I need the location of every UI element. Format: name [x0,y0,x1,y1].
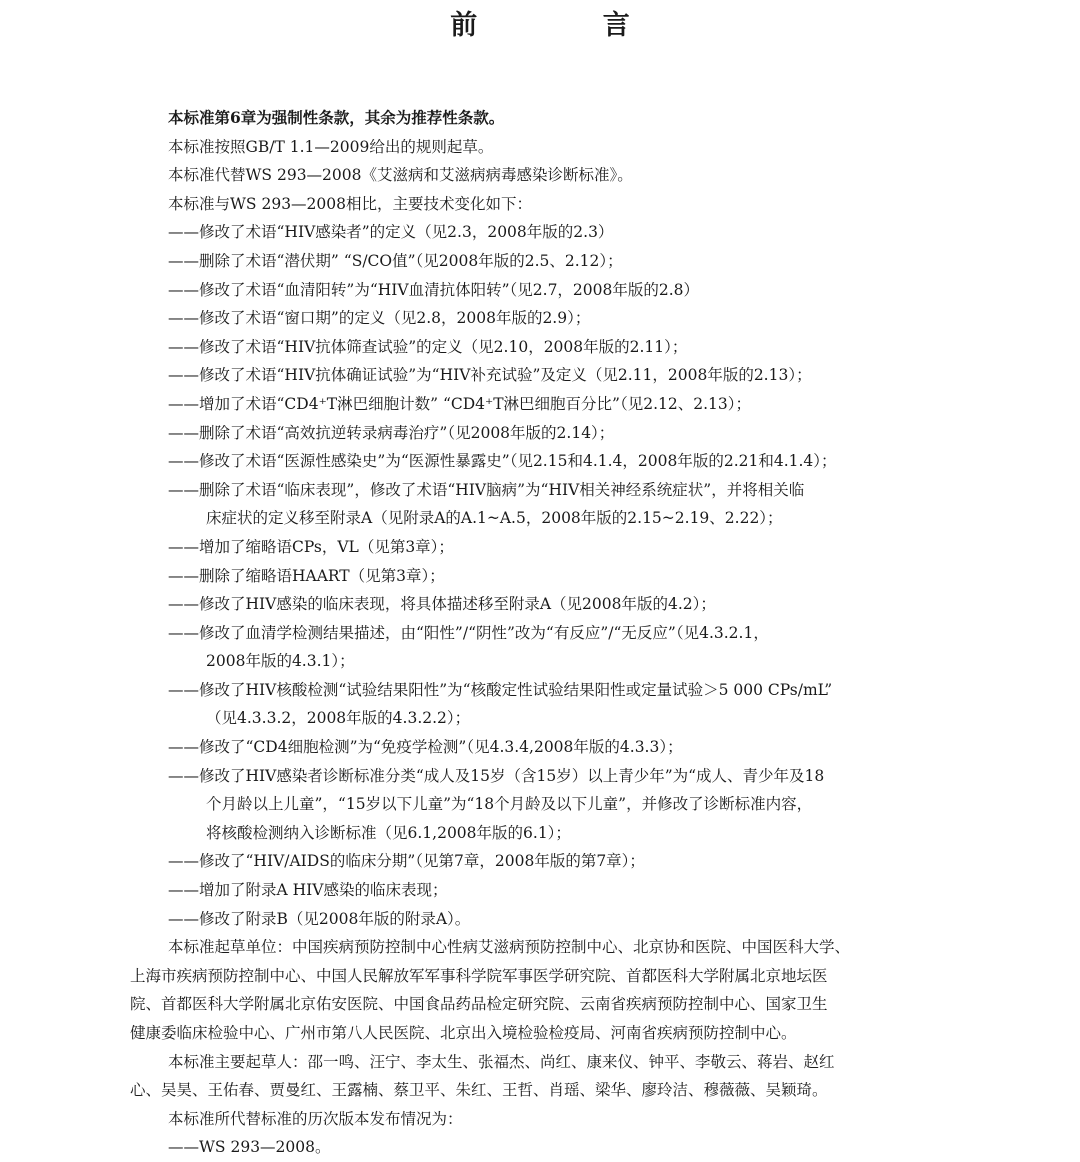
history-paragraph [130,1105,980,1162]
change-item-text: 修改了血清学检测结果描述，由“阳性”/“阴性”改为“有反应”/“无反应”（见4.3.2.1， [199,623,769,642]
change-item-text: 修改了附录B（见2008年版的附录A）。 [199,909,471,928]
change-item-text: 修改了“CD4细胞检测”为“免疫学检测”（见4.3.4,2008年版的4.3.3）； [199,738,683,757]
change-item [130,590,980,619]
change-item-text: 修改了HIV感染者诊断标准分类“成人及15岁（含15岁）以上青少年”为“成人、青少年及18 [199,766,825,785]
change-item-continuation: 个月龄以上儿童”，“15岁以下儿童”为“18个月龄及以下儿童”，并修改了诊断标准内容， [206,795,813,814]
change-item-line [130,447,980,476]
change-item [130,533,980,562]
intro-section [130,104,980,218]
history-item [130,1133,980,1162]
change-item [130,390,980,419]
change-item-line [130,905,980,934]
change-item-line [130,333,980,362]
drafters-first-line: 本标准主要起草人：邵一鸣、汪宁、李太生、张福杰、尚红、康来仪、钟平、李敬云、蒋岩、赵红 [168,1052,835,1071]
change-item-text: 删除了术语“潜伏期” “S/CO值”（见2008年版的2.5、2.12）； [199,251,623,270]
change-item [130,619,980,676]
change-item [130,733,980,762]
change-item-continuation: 2008年版的4.3.1）； [206,652,355,671]
change-item-text: 增加了缩略语CPs，VL（见第3章）； [199,537,454,556]
change-item-line [130,676,980,705]
history-item-text: WS 293—2008。 [199,1138,331,1157]
change-item-dash: —— [168,223,199,242]
change-item [130,876,980,905]
change-item [130,276,980,305]
history-item-dash: —— [168,1138,199,1157]
change-item-line [130,218,980,247]
change-item-text: 修改了术语“HIV感染者”的定义（见2.3，2008年版的2.3） [199,223,614,242]
intro-paragraph: 本标准第6章为强制性条款，其余为推荐性条款。 [168,108,505,127]
change-item-text: 删除了术语“临床表现”，修改了术语“HIV脑病”为“HIV相关神经系统症状”，并将相关临 [199,480,805,499]
change-item-text: 修改了HIV感染的临床表现，将具体描述移至附录A（见2008年版的4.2）； [199,595,716,614]
change-item-dash: —— [168,852,199,871]
page-title: 前 言 [450,10,688,41]
change-item [130,304,980,333]
drafting-units-first-line: 本标准起草单位：中国疾病预防控制中心性病艾滋病预防控制中心、北京协和医院、中国医科大学、 [168,938,851,957]
change-item-text: 删除了术语“高效抗逆转录病毒治疗”（见2008年版的2.14）； [199,423,615,442]
change-item-line [130,619,980,648]
change-item-continuation: 床症状的定义移至附录A（见附录A的A.1~A.5，2008年版的2.15~2.19、2.22）； [206,509,783,528]
intro-paragraph: 本标准按照GB/T 1.1—2009给出的规则起草。 [168,137,494,156]
change-item-text: 增加了术语“CD4⁺T淋巴细胞计数” “CD4⁺T淋巴细胞百分比”（见2.12、2.13）； [199,394,751,413]
change-item-line [130,390,980,419]
history-heading: 本标准所代替标准的历次版本发布情况为： [168,1109,463,1128]
change-item-line [130,562,980,591]
change-item-text: 修改了HIV核酸检测“试验结果阳性”为“核酸定性试验结果阳性或定量试验＞5 000 CPs/mL” [199,680,833,699]
change-item-dash: —— [168,680,199,699]
change-item [130,562,980,591]
change-item-dash: —— [168,566,199,585]
change-item-text: 修改了“HIV/AIDS的临床分期”（见第7章，2008年版的第7章）； [199,852,645,871]
change-item [130,247,980,276]
change-item-text: 修改了术语“血清阳转”为“HIV血清抗体阳转”（见2.7，2008年版的2.8） [199,280,700,299]
change-item [130,419,980,448]
change-item-line [130,247,980,276]
change-item-line [130,276,980,305]
change-item-dash: —— [168,309,199,328]
drafting-units-line: 院、首都医科大学附属北京佑安医院、中国食品药品检定研究院、云南省疾病预防控制中心、国家卫生 [130,995,828,1014]
change-item-text: 修改了术语“医源性感染史”为“医源性暴露史”（见2.15和4.1.4，2008年版的2.21和4.1.4）； [199,452,837,471]
change-item-dash: —— [168,366,199,385]
change-item-text: 修改了术语“HIV抗体确证试验”为“HIV补充试验”及定义（见2.11，2008年版的2.13）； [199,366,812,385]
change-item [130,476,980,533]
drafting-units-paragraph [130,933,980,1047]
change-item-dash: —— [168,881,199,900]
change-item [130,361,980,390]
change-item-text: 增加了附录A HIV感染的临床表现； [199,881,448,900]
drafters-line: 心、吴昊、王佑春、贾曼红、王露楠、蔡卫平、朱红、王哲、肖瑶、梁华、廖玲洁、穆薇薇、吴颖琦。 [130,1081,828,1100]
change-item [130,447,980,476]
change-item [130,218,980,247]
change-item-line [130,876,980,905]
change-item-dash: —— [168,766,199,785]
change-item-dash: —— [168,909,199,928]
drafting-units-line: 健康委临床检验中心、广州市第八人民医院、北京出入境检验检疫局、河南省疾病预防控制中心。 [130,1024,797,1042]
change-item-line [130,419,980,448]
change-item-line [130,361,980,390]
change-item-dash: —— [168,251,199,270]
change-item [130,676,980,733]
change-item-line [130,304,980,333]
change-item-text: 删除了缩略语HAART（见第3章）； [199,566,445,585]
change-item [130,762,980,848]
change-item [130,333,980,362]
changes-list [130,218,980,933]
intro-paragraph: 本标准代替WS 293—2008《艾滋病和艾滋病病毒感染诊断标准》。 [168,166,633,185]
change-item-continuation: 将核酸检测纳入诊断标准（见6.1,2008年版的6.1）； [206,823,571,842]
drafting-units-line: 上海市疾病预防控制中心、中国人民解放军军事科学院军事医学研究院、首都医科大学附属北京地坛医 [130,966,828,985]
change-item-dash: —— [168,452,199,471]
change-item-dash: —— [168,423,199,442]
change-item-line [130,733,980,762]
change-item-line [130,762,980,791]
change-item-line [130,590,980,619]
change-item-dash: —— [168,623,199,642]
change-item-dash: —— [168,280,199,299]
change-item-dash: —— [168,738,199,757]
change-item-dash: —— [168,337,199,356]
change-item-continuation: （见4.3.3.2，2008年版的4.3.2.2）； [206,709,471,728]
change-item [130,847,980,876]
change-item-line [130,476,980,505]
change-item-text: 修改了术语“HIV抗体筛查试验”的定义（见2.10，2008年版的2.11）； [199,337,688,356]
change-item-dash: —— [168,595,199,614]
change-item-line [130,533,980,562]
change-item [130,905,980,934]
change-item-dash: —— [168,394,199,413]
drafters-paragraph [130,1048,980,1105]
change-item-dash: —— [168,480,199,499]
change-item-line [130,847,980,876]
intro-paragraph: 本标准与WS 293—2008相比，主要技术变化如下： [168,194,533,213]
change-item-text: 修改了术语“窗口期”的定义（见2.8，2008年版的2.9）； [199,309,591,328]
change-item-dash: —— [168,537,199,556]
foreword-body [130,104,980,1162]
